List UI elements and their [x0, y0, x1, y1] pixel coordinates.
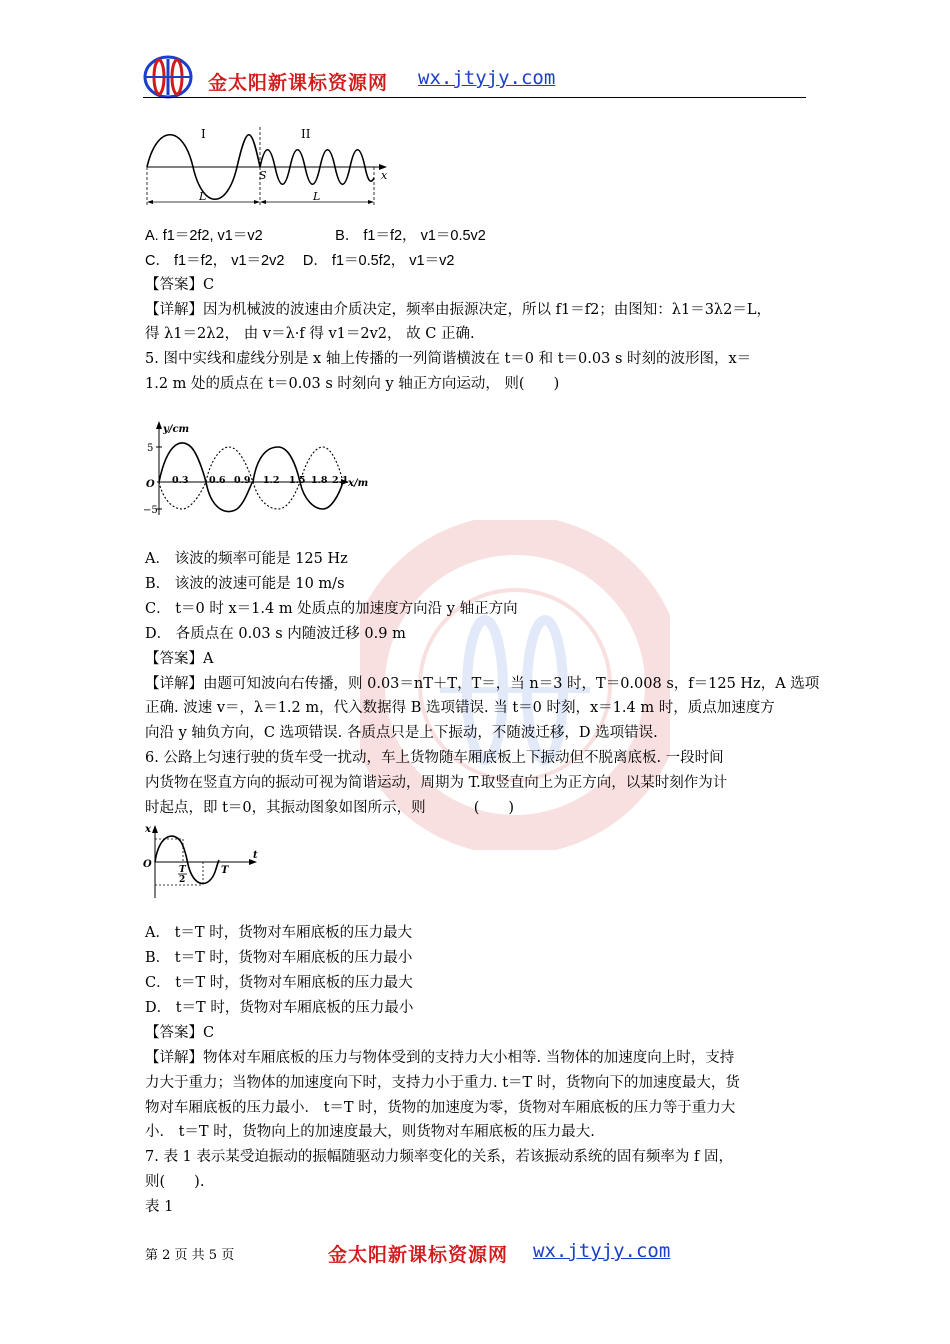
q5-stem-1: 5. 图中实线和虚线分别是 x 轴上传播的一列简谐横波在 t＝0 和 t＝0.03 s 时刻的波形图，x＝: [145, 351, 752, 367]
q5-ytick-neg: −5: [143, 505, 158, 516]
q6-stem-1: 6. 公路上匀速行驶的货车受一扰动，车上货物随车厢底板上下振动但不脱离底板. 一段时间: [145, 750, 724, 766]
q6-detail-4: 小． t＝T 时，货物向上的加速度最大，则货物对车厢底板的压力最大.: [145, 1124, 595, 1140]
jinyangguang-logo-icon: [143, 55, 193, 99]
length-l2-label: L: [313, 190, 321, 203]
q6-detail-2: 力大于重力；当物体的加速度向下时，支持力小于重力. t＝T 时，货物向下的加速度最大，货: [145, 1075, 740, 1091]
footer-page-number: 第 2 页 共 5 页: [145, 1248, 235, 1263]
q5-xticks: [172, 475, 349, 486]
q5-waveform-figure: [143, 420, 383, 520]
header-divider: [143, 97, 806, 98]
q5-xtick: 1.8: [311, 475, 328, 486]
q5-answer: 【答案】A: [145, 651, 214, 667]
q4-answer: 【答案】C: [145, 277, 215, 293]
q6-period-label: T: [221, 865, 229, 876]
q6-vibration-figure: [143, 822, 268, 902]
medium-2-label: II: [301, 127, 311, 141]
q5-option-d: D． 各质点在 0.03 s 内随波迁移 0.9 m: [145, 626, 406, 642]
footer-brand: 金太阳新课标资源网: [328, 1244, 509, 1266]
header-brand: 金太阳新课标资源网: [208, 72, 389, 94]
q6-option-d: D． t＝T 时，货物对车厢底板的压力最小: [145, 1000, 414, 1016]
length-l1-label: L: [199, 190, 207, 203]
q6-ylabel: x: [145, 824, 151, 835]
q6-stem-2: 内货物在竖直方向的振动可视为简谐运动，周期为 T.取竖直向上为正方向，以某时刻作为计: [145, 775, 728, 791]
q5-xlabel: x/m: [348, 478, 369, 489]
source-s-label: S: [259, 169, 267, 182]
two-medium-wave-figure: [143, 122, 393, 212]
q5-xtick: 0.3: [172, 475, 189, 486]
q6-half-period-den: 2: [179, 875, 186, 885]
q5-xtick: 2.1: [332, 475, 349, 486]
q6-half-period-num: T: [179, 865, 186, 875]
page-header: [143, 55, 806, 100]
footer-url-link[interactable]: wx.jtyjy.com: [533, 1240, 671, 1262]
q5-option-a: A． 该波的频率可能是 125 Hz: [145, 551, 348, 567]
header-url-link[interactable]: wx.jtyjy.com: [418, 67, 556, 89]
q5-xtick: 1.5: [289, 475, 306, 486]
q5-xtick: 0.9: [234, 475, 251, 486]
q5-xtick: 1.2: [263, 475, 280, 486]
q6-option-a: A． t＝T 时，货物对车厢底板的压力最大: [145, 925, 413, 941]
q4-detail-2: 得 λ1＝2λ2， 由 v＝λ·f 得 v1＝2v2， 故 C 正确.: [145, 326, 475, 342]
q5-option-c: C． t＝0 时 x＝1.4 m 处质点的加速度方向沿 y 轴正方向: [145, 601, 518, 617]
q6-option-b: B． t＝T 时，货物对车厢底板的压力最小: [145, 950, 413, 966]
q5-ylabel: y/cm: [163, 424, 190, 435]
q6-origin: O: [143, 859, 152, 870]
q6-detail-3: 物对车厢底板的压力最小． t＝T 时，货物的加速度为零，货物对车厢底板的压力等于重力大: [145, 1100, 736, 1116]
q5-option-b: B． 该波的波速可能是 10 m/s: [145, 576, 345, 592]
q6-detail-1: 【详解】物体对车厢底板的压力与物体受到的支持力大小相等. 当物体的加速度向上时，支持: [145, 1050, 735, 1066]
medium-1-label: I: [201, 127, 206, 141]
q7-table-label: 表 1: [145, 1199, 174, 1215]
q4-options-ab: A. f1＝2f2, v1＝v2 B． f1＝f2， v1＝0.5v2: [145, 228, 486, 244]
q4-options-cd: C． f1＝f2， v1＝2v2 D． f1＝0.5f2， v1＝v2: [145, 253, 455, 269]
q6-option-c: C． t＝T 时，货物对车厢底板的压力最大: [145, 975, 413, 991]
q7-stem-2: 则( ).: [145, 1174, 205, 1190]
q5-detail-2: 正确. 波速 v＝，λ＝1.2 m，代入数据得 B 选项错误. 当 t＝0 时刻，x＝1.4 m 时，质点加速度方: [145, 700, 775, 716]
q5-origin: O: [146, 479, 155, 490]
q6-stem-3: 时起点，即 t＝0，其振动图象如图所示，则 ( ): [145, 800, 515, 816]
q5-stem-2: 1.2 m 处的质点在 t＝0.03 s 时刻向 y 轴正方向运动， 则( ): [145, 376, 560, 392]
q5-detail-3: 向沿 y 轴负方向，C 选项错误. 各质点只是上下振动，不随波迁移，D 选项错误.: [145, 725, 658, 741]
q4-detail-1: 【详解】因为机械波的波速由介质决定，频率由振源决定，所以 f1＝f2；由图知：λ1＝3λ2＝L，: [145, 302, 771, 318]
q6-tlabel: t: [253, 850, 258, 861]
q5-xtick: 0.6: [209, 475, 226, 486]
q7-stem-1: 7. 表 1 表示某受迫振动的振幅随驱动力频率变化的关系，若该振动系统的固有频率为 f 固，: [145, 1149, 733, 1165]
q5-ytick-pos: 5: [147, 443, 154, 454]
x-axis-label: x: [381, 169, 388, 182]
q6-answer: 【答案】C: [145, 1025, 215, 1041]
q5-detail-1: 【详解】由题可知波向右传播，则 0.03＝nT＋T，T＝，当 n＝3 时，T＝0.008 s，f＝125 Hz，A 选项: [145, 676, 820, 692]
